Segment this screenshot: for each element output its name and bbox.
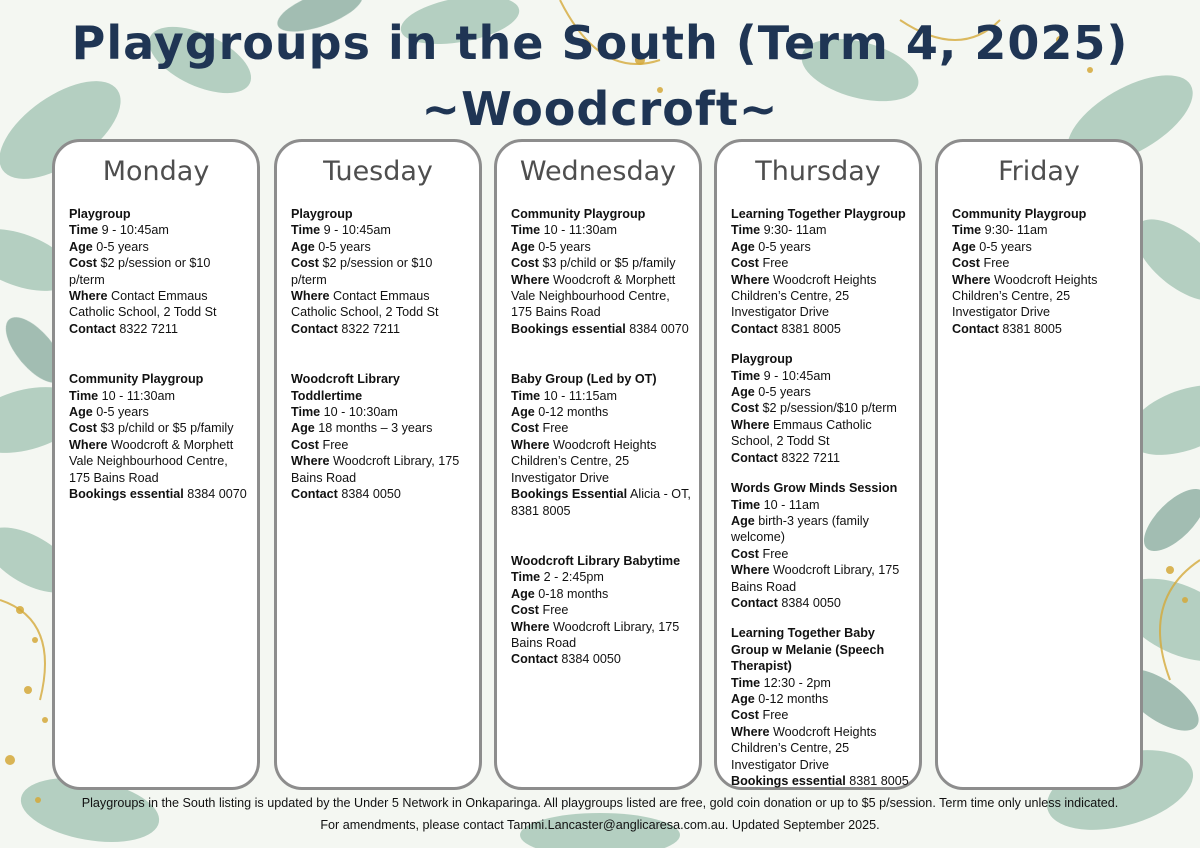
detail-value: 8322 7211 (781, 450, 840, 465)
detail-value: Woodcroft Library, 175 Bains Road (731, 563, 900, 594)
detail-label: Time (69, 223, 99, 238)
detail-label: Time (511, 570, 541, 585)
detail-row (511, 388, 691, 404)
detail-label: Where (731, 417, 770, 432)
detail-row (731, 546, 911, 562)
playgroup-list (511, 206, 691, 702)
detail-row (731, 255, 911, 271)
playgroup-list (69, 206, 249, 537)
detail-label: Time (69, 388, 99, 403)
playgroup-name: Learning Together Playgroup (731, 207, 906, 221)
detail-row (291, 222, 471, 238)
detail-row (731, 368, 911, 384)
detail-value: 10 - 11am (763, 497, 820, 512)
detail-label: Contact (952, 321, 999, 336)
detail-label: Cost (511, 421, 539, 436)
detail-value: Woodcroft & Morphett Vale Neighbourhood Centre, 175 Bains Road (69, 437, 234, 485)
playgroup-name: Community Playgroup (511, 207, 646, 221)
detail-value: 8381 8005 (1002, 321, 1062, 336)
detail-row (69, 420, 249, 436)
detail-label: Age (69, 239, 93, 254)
detail-value: 0-5 years (318, 239, 371, 254)
playgroup-entry (69, 371, 249, 502)
detail-label: Age (731, 239, 755, 254)
detail-label: Where (511, 272, 550, 287)
detail-label: Time (731, 675, 761, 690)
detail-row (291, 288, 471, 321)
day-card-monday (52, 139, 260, 790)
detail-label: Contact (69, 321, 116, 336)
detail-value: 12:30 - 2pm (763, 675, 831, 690)
footer-note: Playgroups in the South listing is updated by the Under 5 Network in Onkaparinga. All playgroups listed are free, gold coin donation or up to $5 p/session. Term time only unless indicated. (81, 796, 1119, 810)
day-card-wednesday (494, 139, 702, 790)
detail-row (291, 437, 471, 453)
detail-row (731, 595, 911, 611)
detail-label: Age (731, 691, 755, 706)
playgroup-entry (731, 206, 911, 337)
detail-value: 0-12 months (758, 691, 829, 706)
detail-label: Where (731, 724, 770, 739)
playgroup-name: Playgroup (69, 207, 131, 221)
playgroup-entry (731, 480, 911, 611)
detail-row (69, 255, 249, 288)
detail-row (511, 437, 691, 486)
day-heading: Tuesday (323, 156, 433, 187)
day-heading: Friday (998, 156, 1080, 187)
detail-value: $3 p/child or $5 p/family (542, 256, 676, 271)
detail-label: Bookings Essential (511, 487, 628, 502)
detail-value: Free (762, 256, 789, 271)
detail-row (511, 420, 691, 436)
playgroup-entry (511, 206, 691, 337)
detail-row (69, 222, 249, 238)
detail-value: 8384 0070 (629, 321, 689, 336)
detail-label: Age (291, 239, 315, 254)
detail-row (291, 321, 471, 337)
playgroup-list (731, 206, 911, 803)
detail-row (511, 602, 691, 618)
detail-label: Where (69, 289, 108, 304)
detail-value: 10 - 11:30am (543, 223, 617, 238)
detail-row (731, 724, 911, 773)
detail-row (952, 239, 1132, 255)
detail-row (511, 321, 691, 337)
detail-value: 0-5 years (979, 239, 1032, 254)
detail-label: Cost (291, 437, 319, 452)
detail-row (731, 707, 911, 723)
playgroup-entry (952, 206, 1132, 337)
detail-label: Cost (69, 421, 97, 436)
detail-value: 0-12 months (538, 405, 609, 420)
detail-row (69, 404, 249, 420)
detail-value: 8384 0050 (781, 595, 841, 610)
detail-value: Contact Emmaus Catholic School, 2 Todd St (291, 289, 439, 320)
detail-value: 2 - 2:45pm (543, 570, 604, 585)
detail-value: 0-5 years (538, 239, 591, 254)
detail-label: Time (952, 223, 982, 238)
detail-row (511, 239, 691, 255)
detail-label: Where (511, 437, 550, 452)
detail-label: Age (731, 513, 755, 528)
playgroup-name: Woodcroft Library Toddlertime (291, 372, 400, 403)
detail-label: Contact (511, 652, 558, 667)
playgroup-list (291, 206, 471, 537)
detail-label: Contact (731, 321, 778, 336)
detail-label: Contact (291, 487, 338, 502)
detail-label: Cost (731, 401, 759, 416)
playgroup-name: Playgroup (731, 352, 793, 367)
detail-row (511, 619, 691, 652)
detail-label: Age (511, 586, 535, 601)
detail-value: 8384 0050 (341, 487, 401, 502)
detail-label: Cost (69, 256, 97, 271)
detail-row (511, 222, 691, 238)
detail-label: Time (511, 388, 541, 403)
detail-row (291, 453, 471, 486)
detail-value: 9 - 10:45am (101, 223, 169, 238)
detail-label: Where (69, 437, 108, 452)
detail-value: 8381 8005 (781, 321, 841, 336)
detail-label: Cost (511, 256, 539, 271)
detail-row (731, 222, 911, 238)
detail-value: 8322 7211 (119, 321, 178, 336)
detail-label: Time (731, 368, 761, 383)
playgroup-entry (291, 206, 471, 337)
detail-value: $3 p/child or $5 p/family (100, 421, 234, 436)
playgroup-name: Learning Together Baby Group w Melanie (Speech Therapist) (731, 626, 885, 674)
playgroup-entry (511, 553, 691, 668)
detail-value: $2 p/session/$10 p/term (762, 401, 897, 416)
detail-label: Contact (291, 321, 338, 336)
detail-value: $2 p/session or $10 p/term (291, 256, 433, 287)
detail-row (69, 437, 249, 486)
detail-label: Cost (731, 546, 759, 561)
playgroup-entry (69, 206, 249, 337)
detail-value: $2 p/session or $10 p/term (69, 256, 211, 287)
detail-value: 10 - 11:30am (101, 388, 175, 403)
detail-label: Time (511, 223, 541, 238)
detail-value: Free (762, 546, 789, 561)
detail-row (291, 255, 471, 288)
detail-row (291, 239, 471, 255)
detail-row (291, 404, 471, 420)
detail-label: Contact (731, 595, 778, 610)
detail-value: Contact Emmaus Catholic School, 2 Todd St (69, 289, 217, 320)
detail-value: Woodcroft Heights Children’s Centre, 25 Investigator Drive (731, 272, 877, 320)
detail-label: Cost (731, 708, 759, 723)
detail-value: birth-3 years (family welcome) (731, 513, 869, 545)
detail-row (731, 513, 911, 546)
detail-row (952, 272, 1132, 321)
detail-value: Free (542, 603, 569, 618)
detail-value: Free (322, 437, 349, 452)
playgroup-entry (731, 625, 911, 789)
playgroup-name: Woodcroft Library Babytime (511, 553, 681, 568)
footer-contact: For amendments, please contact Tammi.Lancaster@anglicaresa.com.au. Updated September 2025. (320, 818, 880, 832)
playgroup-name: Playgroup (291, 207, 353, 221)
detail-label: Age (511, 405, 535, 420)
day-card-tuesday (274, 139, 482, 790)
detail-value: 9:30- 11am (763, 223, 827, 238)
detail-row (511, 586, 691, 602)
day-heading: Wednesday (519, 156, 677, 187)
detail-label: Age (511, 239, 535, 254)
detail-row (731, 417, 911, 450)
detail-label: Where (731, 272, 770, 287)
detail-row (69, 486, 249, 502)
detail-label: Age (952, 239, 976, 254)
detail-label: Time (731, 223, 761, 238)
detail-value: 18 months – 3 years (318, 421, 433, 436)
detail-value: Free (542, 421, 569, 436)
detail-value: Woodcroft Heights Children’s Centre, 25 Investigator Drive (952, 272, 1098, 320)
detail-label: Time (291, 405, 321, 420)
detail-row (69, 239, 249, 255)
detail-value: 0-5 years (758, 385, 811, 400)
detail-row (731, 239, 911, 255)
detail-row (952, 255, 1132, 271)
detail-value: Free (983, 256, 1010, 271)
detail-value: 9 - 10:45am (323, 223, 391, 238)
detail-row (291, 420, 471, 436)
detail-value: 0-5 years (96, 239, 149, 254)
detail-value: Emmaus Catholic School, 2 Todd St (731, 417, 872, 449)
detail-value: 8384 0070 (187, 487, 247, 502)
detail-row (69, 388, 249, 404)
detail-value: 0-5 years (96, 405, 149, 420)
detail-value: Woodcroft Library, 175 Bains Road (511, 619, 680, 650)
detail-label: Bookings essential (69, 487, 184, 502)
playgroup-name: Baby Group (Led by OT) (511, 372, 657, 387)
page-title: Playgroups in the South (Term 4, 2025) (71, 16, 1129, 70)
detail-value: Woodcroft & Morphett Vale Neighbourhood Centre, 175 Bains Road (511, 272, 676, 320)
day-card-thursday (714, 139, 922, 790)
playgroup-name: Community Playgroup (952, 207, 1087, 221)
detail-row (952, 321, 1132, 337)
detail-row (69, 288, 249, 321)
detail-label: Time (291, 223, 321, 238)
detail-label: Where (291, 454, 330, 469)
detail-row (511, 272, 691, 321)
detail-value: 0-18 months (538, 586, 609, 601)
detail-row (731, 675, 911, 691)
detail-row (731, 562, 911, 595)
detail-label: Cost (291, 256, 319, 271)
detail-row (731, 773, 911, 789)
detail-label: Where (731, 563, 770, 578)
detail-row (731, 384, 911, 400)
detail-value: 10 - 11:15am (543, 388, 617, 403)
playgroup-name: Community Playgroup (69, 372, 204, 387)
detail-value: 9 - 10:45am (763, 368, 831, 383)
detail-label: Age (291, 421, 315, 436)
day-card-friday (935, 139, 1143, 790)
detail-value: 0-5 years (758, 239, 811, 254)
detail-label: Where (952, 272, 991, 287)
detail-value: Alicia - OT, 8381 8005 (511, 487, 691, 518)
detail-row (731, 497, 911, 513)
detail-row (731, 450, 911, 466)
detail-label: Where (291, 289, 330, 304)
detail-row (731, 321, 911, 337)
detail-label: Bookings essential (731, 774, 846, 788)
detail-value: Woodcroft Heights Children’s Centre, 25 Investigator Drive (511, 437, 657, 485)
detail-row (511, 651, 691, 667)
playgroup-entry (291, 371, 471, 502)
detail-label: Cost (511, 603, 539, 618)
detail-row (731, 400, 911, 416)
detail-value: Woodcroft Heights Children’s Centre, 25 Investigator Drive (731, 724, 877, 772)
playgroup-list (952, 206, 1132, 371)
detail-value: 9:30- 11am (984, 223, 1048, 238)
detail-row (291, 486, 471, 502)
detail-row (731, 272, 911, 321)
detail-label: Age (69, 405, 93, 420)
detail-label: Contact (731, 450, 778, 465)
detail-value: Free (762, 708, 789, 723)
detail-row (511, 404, 691, 420)
detail-label: Cost (952, 256, 980, 271)
detail-row (511, 486, 691, 519)
playgroup-entry (511, 371, 691, 519)
playgroup-name: Words Grow Minds Session (731, 481, 898, 496)
detail-label: Age (731, 385, 755, 400)
detail-label: Time (731, 497, 761, 512)
detail-label: Bookings essential (511, 321, 626, 336)
detail-label: Cost (731, 256, 759, 271)
detail-row (69, 321, 249, 337)
detail-row (731, 691, 911, 707)
page-subtitle: ~Woodcroft~ (421, 82, 779, 136)
detail-label: Where (511, 619, 550, 634)
detail-value: 8384 0050 (561, 652, 621, 667)
detail-value: 8322 7211 (341, 321, 400, 336)
detail-value: Woodcroft Library, 175 Bains Road (291, 454, 460, 485)
detail-row (952, 222, 1132, 238)
detail-value: 8381 8005 (849, 774, 909, 788)
detail-row (511, 255, 691, 271)
playgroup-entry (731, 351, 911, 466)
detail-row (511, 569, 691, 585)
day-heading: Thursday (755, 156, 881, 187)
day-heading: Monday (102, 156, 210, 187)
detail-value: 10 - 10:30am (323, 405, 398, 420)
